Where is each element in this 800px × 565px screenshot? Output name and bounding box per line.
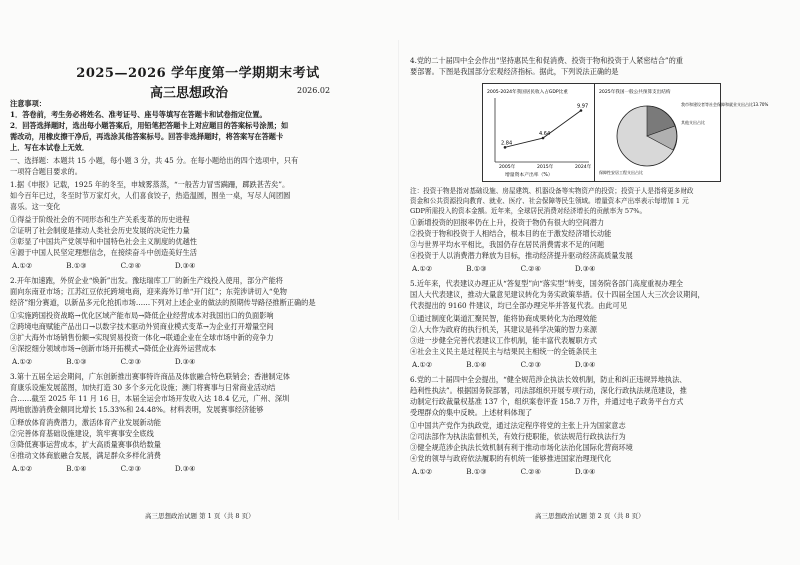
answer-a[interactable]: A.①② xyxy=(12,464,33,473)
answer-b[interactable]: B.①④ xyxy=(466,360,487,369)
q1-option: ④源于中国人民坚定理想信念，在接续奋斗中创造美好生活 xyxy=(10,248,197,257)
answer-a[interactable]: A.①② xyxy=(12,357,33,366)
q6-stem: 受理群众的集中反映。上述材料体现了 xyxy=(410,408,533,417)
q2-stem: 2.开年加速跑，外贸企业“焕新”出发。豫珐瑞库工厂的新生产线投入使用，部分产能将 xyxy=(10,276,283,285)
x-tick-label: 2015年 xyxy=(537,165,554,170)
section-heading: 一、选择题：本题共 15 小题，每小题 3 分，共 45 分。在每小题给出的四个选项中，只有 xyxy=(10,156,299,165)
q2-option: ①实施跨国投资战略→优化区域产能布局→降低企业经营成本对我国出口的负面影响 xyxy=(10,311,274,320)
answer-c[interactable]: C.②④ xyxy=(520,467,542,476)
q4-stem: 4.党的二十届四中全会作出“坚持惠民生和促消费、投资于物和投资于人紧密结合”的重 xyxy=(410,56,683,65)
q6-stem: 6.党的二十届四中全会提出，“健全规范涉企执法长效机制，防止和纠正违规异地执法、 xyxy=(410,375,687,384)
q1-option: ②证明了社会制度是推动人类社会历史发展的决定性力量 xyxy=(10,226,190,235)
exam-title: 2025—2026 学年度第一学期期末考试 xyxy=(76,66,320,81)
notes-item: 上．写在本试卷上无效． xyxy=(10,143,90,152)
answer-d[interactable]: D.③④ xyxy=(574,467,596,476)
q2-option: ③扩大海外市场销售份额→实现贸易投资一体化→联通企业在全球市场中新的竞争力 xyxy=(10,333,274,342)
q1-answers xyxy=(12,261,227,270)
q1-option: ①得益于阶级社会的不同形态和生产关系变革的历史进程 xyxy=(10,215,190,224)
q6-option: ②司法部作为执法监督机关，有效行使职能，依法规范行政执法行为 xyxy=(410,432,626,441)
q6-option: ③健全规范涉企执法长效机制有利于推动市场化法治化国际化营商环境 xyxy=(410,443,633,452)
q2-stem: 面向东南亚市场；江苏红豆依托跨境电商，迎来海外订单“开门红”；东莞涉讲切入“免物 xyxy=(10,287,287,296)
q3-stem: 合……截至 2025 年 11 月 16 日，本届全运会市场开发收入达 18.4 亿元，广州、深圳 xyxy=(10,394,290,403)
q1-stem: 喜乐。这一变化 xyxy=(10,202,61,211)
answer-c[interactable]: C.②④ xyxy=(120,261,142,270)
notes-heading: 注意事项： xyxy=(10,99,46,108)
answer-b[interactable]: B.①③ xyxy=(66,261,87,270)
answer-d[interactable]: D.③④ xyxy=(174,357,196,366)
notes-item: 1．答卷前，考生务必将姓名、准考证号、座号等填写在答题卡和试卷指定位置。 xyxy=(10,110,267,119)
q5-option: ①通过制度化渠道汇聚民智，能将协商成果转化为治理效能 xyxy=(410,314,597,323)
answer-a[interactable]: A.①② xyxy=(12,261,33,270)
answer-a[interactable]: A.①② xyxy=(412,264,433,273)
q6-stem: 动制定行政裁量权基准 137 个，组织案卷评查 158.7 万件，并通过电子政务平台方式 xyxy=(410,397,684,406)
answer-b[interactable]: B.①④ xyxy=(66,464,87,473)
q6-option: ④党的领导与政府依法履职的有机统一能够推进国家治理现代化 xyxy=(410,454,612,463)
q4-option: ③与世界平均水平相比，我国仍存在居民消费需求不足的问题 xyxy=(410,240,605,249)
q4-option: ①新增投资的回报率仍在上升，投资于物仍有很大的空间潜力 xyxy=(410,218,605,227)
q4-note: GDP所需投入的资本金额。近年来，全球居民消费对经济增长的贡献率为 57%。 xyxy=(410,207,647,215)
answer-b[interactable]: B.①③ xyxy=(466,264,487,273)
q1-option: ③彰显了中国共产党领导和中国特色社会主义制度的优越性 xyxy=(10,237,197,246)
q6-option: ①中国共产党作为执政党，通过法定程序将党的主张上升为国家意志 xyxy=(410,421,626,430)
q5-option: ②人大作为政府的执行机关，其建议是科学决策的智力来源 xyxy=(410,325,597,334)
answer-c[interactable]: C.②④ xyxy=(520,264,542,273)
q5-stem: 5.近年来，代表建议办理正从“答复型”向“落实型”转变，国务院各部门高度重视办理全 xyxy=(410,279,684,288)
q5-option: ④社会主义民主是过程民主与结果民主相统一的全链条民主 xyxy=(410,347,597,356)
q4-note: 注：投资于物是指对基础设施、房屋建筑、机器设备等实物资产的投资；投资于人是指将更多财政 xyxy=(410,187,694,195)
q5-stem: 代表提出的 9160 件建议，均已全部办理完毕并答复代表。由此可见 xyxy=(410,301,627,310)
right-column-lower xyxy=(400,0,780,565)
x-tick-label: 2005年 xyxy=(499,165,516,170)
q3-option: ④推动文体商旅融合发展，满足群众多样化消费 xyxy=(10,451,161,460)
q6-answers xyxy=(412,467,627,476)
q4-option: ④投资于人以消费潜力释放为目标，推动经济提升驱动经济高质量发展 xyxy=(410,251,633,260)
answer-a[interactable]: A.①② xyxy=(412,360,433,369)
q3-option: ②完善体育基础设施建设，筑牢赛事安全底线 xyxy=(10,429,154,438)
answer-c[interactable]: C.②③ xyxy=(120,464,142,473)
column-divider xyxy=(398,40,399,520)
answer-b[interactable]: B.①③ xyxy=(466,467,487,476)
q3-stem: 育康乐设施发展蓝图，加快打造 30 多个多元化设施；澳门将赛事与日常商业活动结 xyxy=(10,383,276,392)
q2-option: ②跨境电商赋能产品出口→以数字技术驱动外贸商业模式变革→为企业打开增量空间 xyxy=(10,322,274,331)
q5-stem: 国人大代表建议，推动大量意见建议转化为务实政策举措。仅十四届全国人大三次会议期间， xyxy=(410,290,705,299)
section-heading-cont: 一项符合题目要求的。 xyxy=(10,167,82,176)
q1-stem: 1.据《申报》记载，1925 年的冬至，申城雾蒸蒸，“一般苦力冒雪蹒跚，踯跌甚苦矣”。 xyxy=(10,180,290,189)
q1-stem: 如今百年已过，冬至时节万家灯火，人们喜食饺子，热造温圆，围坐一桌，写尽人间团圆 xyxy=(10,191,291,200)
chart-legend: 增量资本产出率（%） xyxy=(505,173,553,178)
left-column xyxy=(0,0,380,565)
q2-option: ④深挖细分领域市场→创新市场开拓模式→降低企业海外运营成本 xyxy=(10,344,217,353)
page-footer-left: 高三思想政治试题 第 1 页（共 8 页） xyxy=(145,512,255,520)
x-tick-label: 2024年 xyxy=(575,165,592,170)
notes-item: 2．回答选择题时，选出每小题答案后，用铅笔把答题卡上对应题目的答案标号涂黑；如 xyxy=(10,121,289,130)
q4-note: 资金和公共资源投向教育、就业、医疗、社会保障等民生领域。增量资本产出率表示每增加 1 元 xyxy=(410,197,689,205)
q4-answers xyxy=(412,264,627,273)
data-label: 4.64 xyxy=(539,131,551,138)
answer-c[interactable]: C.②③ xyxy=(520,360,542,369)
pie-label-a: 我市和建设者等社会保障和就业支出占比13.70% xyxy=(681,102,769,107)
q3-stem: 3.第十五届全运会期间，广东创新推出赛事特许商品及体旅融合特色联销会；香港制定体 xyxy=(10,372,290,381)
answer-d[interactable]: D.③④ xyxy=(574,360,596,369)
exam-subject: 高三思想政治 xyxy=(150,86,229,101)
exam-date: 2026.02 xyxy=(297,86,331,95)
answer-a[interactable]: A.①② xyxy=(412,467,433,476)
q3-answers xyxy=(12,464,227,473)
q3-option: ①释放体育消费潜力，激活体育产业发展新动能 xyxy=(10,418,161,427)
answer-c[interactable]: C.②③ xyxy=(120,357,142,366)
q6-stem: 趋利性执法”。根据国务院部署，司法部组织开展专项行动，深化行政执法规范建设，推 xyxy=(410,386,687,395)
data-label: 2.84 xyxy=(501,140,513,147)
pie-label-b: 保障性安居工程支出占比 xyxy=(599,170,643,175)
data-label: 9.97 xyxy=(577,103,589,110)
notes-item: 需改动，用橡皮擦干净后，再选涂其他答案标号。回答非选择题时，将答案写在答题卡 xyxy=(10,132,284,141)
q3-option: ③降低赛事运营成本，扩大高质量赛事供给数量 xyxy=(10,440,161,449)
pie-title: 2025年我国一般公共预算支出结构 xyxy=(599,90,671,95)
q4-stem: 要部署。下图是我国部分宏观经济指标。据此，下列说法正确的是 xyxy=(410,67,619,76)
pie-label-c: 其他支出占比 xyxy=(681,120,705,125)
answer-d[interactable]: D.③④ xyxy=(174,261,196,270)
q5-answers xyxy=(412,360,627,369)
answer-b[interactable]: B.①③ xyxy=(66,357,87,366)
chart-title: 2005-2024年我国居民收入占GDP比重 xyxy=(487,90,568,95)
answer-d[interactable]: D.③④ xyxy=(174,464,196,473)
answer-d[interactable]: D.③④ xyxy=(574,264,596,273)
q5-option: ③进一步健全完善代表建议工作机制，能丰富代表履职方式 xyxy=(410,336,597,345)
q2-stem: 经济”细分赛道，以新品多元化抢抓市场……下列对上述企业的做法的预期传导路径推断正确的是 xyxy=(10,298,316,307)
page-footer-right: 高三思想政治试题 第 2 页（共 8 页） xyxy=(535,512,645,520)
q2-answers xyxy=(12,357,227,366)
q3-stem: 两地旅游消费金额同比增长 15.33%和 24.48%。材料表明，发展赛事经济能够 xyxy=(10,405,264,414)
q4-option: ②投资于物和投资于人相结合，根本目的在于激发经济增长动能 xyxy=(410,229,612,238)
